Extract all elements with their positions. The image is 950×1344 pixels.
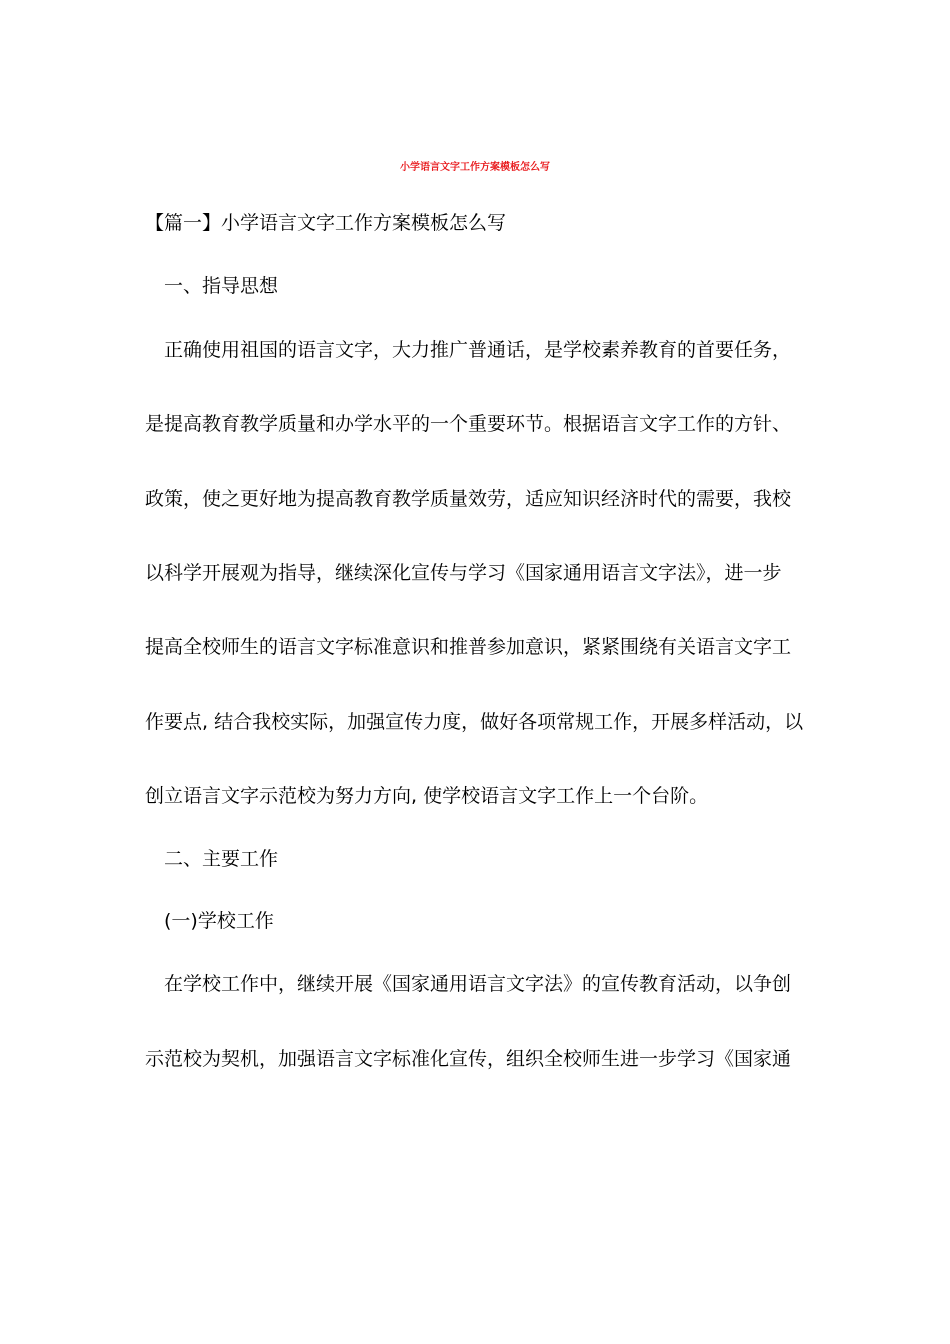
section-heading-main-work: 二、主要工作: [164, 848, 279, 870]
paragraph-line: 正确使用祖国的语言文字，大力推广普通话，是学校素养教育的首要任务，: [164, 339, 792, 361]
paragraph-line: 提高全校师生的语言文字标准意识和推普参加意识，紧紧围绕有关语言文字工: [145, 636, 792, 658]
paragraph-line: 作要点, 结合我校实际，加强宣传力度，做好各项常规工作，开展多样活动，以: [145, 711, 804, 733]
paragraph-line: 在学校工作中，继续开展《国家通用语言文字法》的宣传教育活动，以争创: [164, 973, 792, 995]
subsection-heading-school-work: (一)学校工作: [164, 910, 274, 932]
paragraph-line: 政策，使之更好地为提高教育教学质量效劳，适应知识经济时代的需要，我校: [145, 488, 792, 510]
paragraph-line: 以科学开展观为指导，继续深化宣传与学习《国家通用语言文字法》，进一步: [145, 562, 782, 584]
paragraph-line: 示范校为契机，加强语言文字标准化宣传，组织全校师生进一步学习《国家通: [145, 1048, 792, 1070]
section-heading-guiding-ideology: 一、指导思想: [164, 275, 279, 297]
document-subtitle: 【篇一】小学语言文字工作方案模板怎么写: [145, 212, 507, 234]
paragraph-line: 是提高教育教学质量和办学水平的一个重要环节。根据语言文字工作的方针、: [145, 413, 792, 435]
paragraph-line: 创立语言文字示范校为努力方向, 使学校语言文字工作上一个台阶。: [145, 785, 709, 807]
document-title: 小学语言文字工作方案模板怎么写: [400, 162, 550, 173]
